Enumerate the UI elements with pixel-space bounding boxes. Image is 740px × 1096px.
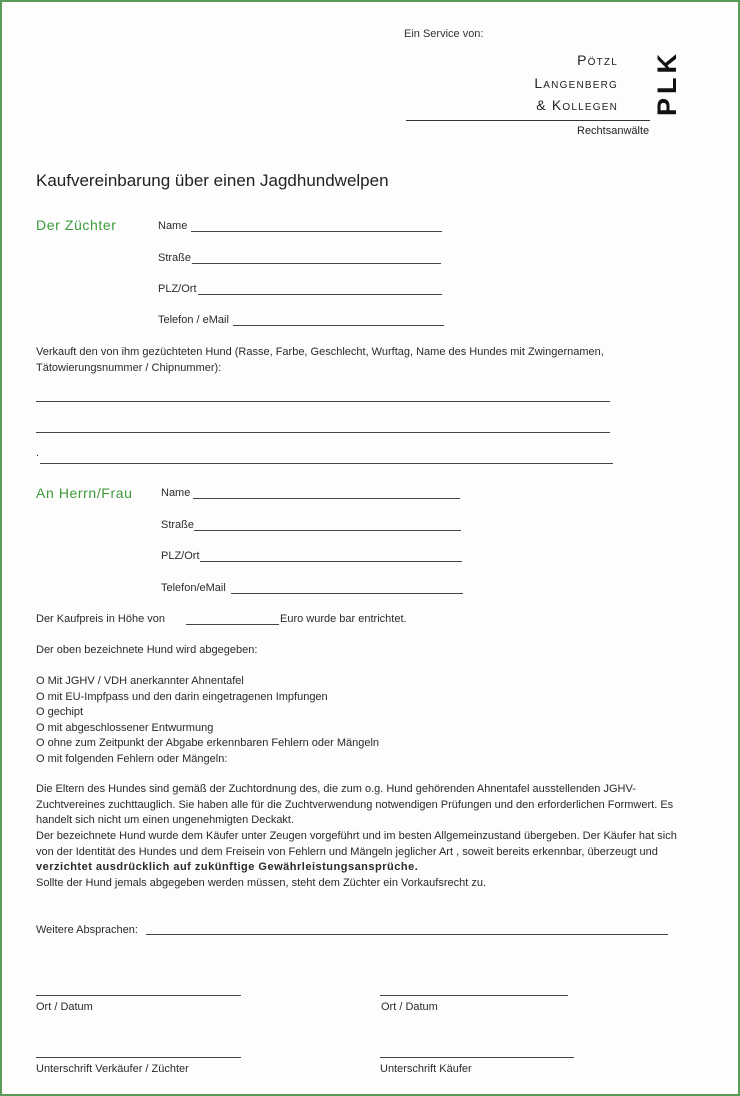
price-suffix: Euro wurde bar entrichtet.	[280, 613, 407, 625]
handover-options	[36, 674, 379, 767]
logo-divider	[406, 120, 650, 121]
further-agreements-label: Weitere Absprachen:	[36, 924, 138, 936]
option-no-defects[interactable]: O ohne zum Zeitpunkt der Abgabe erkennbaren Fehlern oder Mängeln	[36, 737, 380, 749]
terms-paragraph-2-text: Der bezeichnete Hund wurde dem Käufer unter Zeugen vorgeführt und im besten Allgemeinzustand übergeben. Der Käufer hat sich von der Identität des Hundes und dem Freisein von Fehlern und Mängeln jeglicher Art , soweit bereits erkennbar, überzeugt und	[36, 830, 677, 858]
plk-logo-text: PLK	[652, 50, 682, 116]
service-label: Ein Service von:	[404, 28, 484, 40]
option-chipped[interactable]: O gechipt	[36, 706, 84, 718]
place-date-right-label: Ort / Datum	[381, 1001, 438, 1013]
price-prefix: Der Kaufpreis in Höhe von	[36, 613, 166, 625]
place-date-right-field[interactable]	[380, 995, 568, 996]
logo-line-2: Langenberg	[534, 75, 618, 91]
breeder-heading: Der Züchter	[36, 217, 117, 233]
terms-paragraph-3: Sollte der Hund jemals abgegeben werden müssen, steht dem Züchter ein Vorkaufsrecht zu.	[36, 877, 487, 889]
breeder-zip-label: PLZ/Ort	[158, 283, 197, 295]
buyer-zip-field[interactable]	[200, 561, 462, 562]
buyer-name-field[interactable]	[193, 498, 460, 499]
buyer-street-field[interactable]	[194, 530, 461, 531]
breeder-name-label: Name	[158, 220, 188, 232]
price-field[interactable]	[186, 624, 279, 625]
option-pedigree[interactable]: O Mit JGHV / VDH anerkannter Ahnentafel	[36, 675, 244, 687]
breeder-name-field[interactable]	[191, 231, 442, 232]
option-deworming[interactable]: O mit abgeschlossener Entwurmung	[36, 721, 214, 734]
dog-description-line-1[interactable]	[36, 401, 610, 402]
seller-signature-label: Unterschrift Verkäufer / Züchter	[36, 1063, 189, 1075]
terms-paragraph-2	[36, 829, 696, 876]
place-date-left-field[interactable]	[36, 995, 241, 996]
buyer-signature-field[interactable]	[380, 1057, 574, 1058]
warranty-waiver: verzichtet ausdrücklich auf zukünftige Gewährleistungsansprüche.	[36, 861, 419, 873]
breeder-street-label: Straße	[158, 252, 192, 264]
breeder-phone-field[interactable]	[233, 325, 444, 326]
terms-paragraph-1: Die Eltern des Hundes sind gemäß der Zuchtordnung des, die zum o.g. Hund gehörenden Ahnentafel ausstellenden JGHV-Zuchtvereines zuchttauglich. Sie haben alle für die Zuchtverwendung notwendigen Prüfungen und den erforderlichen Formwert. Es handelt sich nicht um einen ungenehmigten Deckakt.	[36, 783, 674, 826]
buyer-signature-label: Unterschrift Käufer	[380, 1063, 472, 1075]
dog-description-line-3[interactable]	[40, 463, 613, 464]
further-agreements-field[interactable]	[146, 934, 668, 935]
sells-description: Verkauft den von ihm gezüchteten Hund (Rasse, Farbe, Geschlecht, Wurftag, Name des Hundes mit Zwingernamen, Tätowierungsnummer / Chipnummer):	[36, 346, 604, 374]
buyer-street-label: Straße	[161, 519, 195, 531]
breeder-street-field[interactable]	[192, 263, 441, 264]
buyer-phone-field[interactable]	[231, 593, 463, 594]
dog-description-line-2[interactable]	[36, 432, 610, 433]
buyer-heading: An Herrn/Frau	[36, 485, 133, 501]
logo-subtitle: Rechtsanwälte	[577, 125, 650, 137]
buyer-phone-label: Telefon/eMail	[161, 582, 226, 594]
breeder-phone-label: Telefon / eMail	[158, 314, 229, 326]
dot-marker: .	[36, 447, 40, 459]
buyer-name-label: Name	[161, 487, 191, 499]
breeder-zip-field[interactable]	[198, 294, 442, 295]
logo-line-1: Pötzl	[577, 52, 618, 68]
handover-label: Der oben bezeichnete Hund wird abgegeben:	[36, 644, 258, 656]
plk-logo	[622, 50, 682, 116]
option-vaccination[interactable]: O mit EU-Impfpass und den darin eingetragenen Impfungen	[36, 690, 328, 703]
place-date-left-label: Ort / Datum	[36, 1001, 93, 1013]
option-defects[interactable]: O mit folgenden Fehlern oder Mängeln:	[36, 752, 228, 765]
seller-signature-field[interactable]	[36, 1057, 241, 1058]
logo-line-3: & Kollegen	[536, 97, 618, 113]
buyer-zip-label: PLZ/Ort	[161, 550, 200, 562]
document-title: Kaufvereinbarung über einen Jagdhundwelpen	[36, 171, 389, 190]
